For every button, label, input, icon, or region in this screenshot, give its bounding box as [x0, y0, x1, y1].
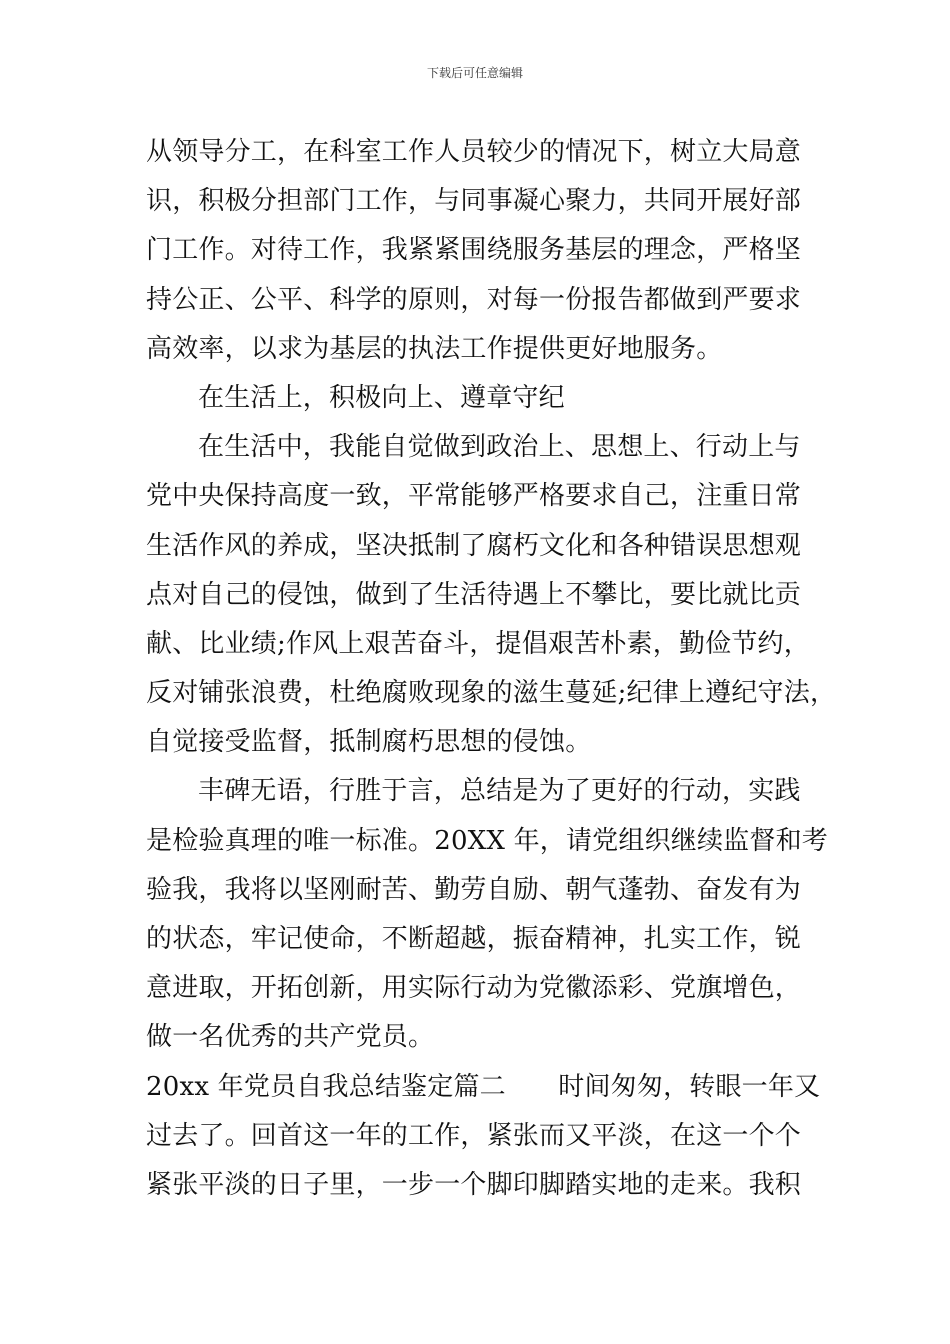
text-line: 意进取，开拓创新，用实际行动为党徽添彩、党旗增色， — [146, 973, 802, 1004]
text-line: 党中央保持高度一致，平常能够严格要求自己，注重日常 — [146, 481, 802, 512]
text-line: 在生活中，我能自觉做到政治上、思想上、行动上与 — [198, 432, 801, 463]
article-title-line: 20xx 年党员自我总结鉴定篇二 时间匆匆，转眼一年又 — [146, 1071, 821, 1102]
text-line: 验我，我将以坚刚耐苦、勤劳自励、朝气蓬勃、奋发有为 — [146, 874, 802, 905]
text-line: 紧张平淡的日子里，一步一个脚印脚踏实地的走来。我积 — [146, 1169, 802, 1200]
text-line: 持公正、公平、科学的原则，对每一份报告都做到严要求 — [146, 284, 802, 315]
text-line: 从领导分工，在科室工作人员较少的情况下，树立大局意 — [146, 137, 802, 167]
section-heading: 在生活上，积极向上、遵章守纪 — [198, 382, 565, 413]
text-line: 献、比业绩;作风上艰苦奋斗，提倡艰苦朴素，勤俭节约， — [146, 628, 810, 659]
text-line: 生活作风的养成，坚决抵制了腐朽文化和各种错误思想观 — [146, 530, 802, 561]
text-line: 点对自己的侵蚀，做到了生活待遇上不攀比，要比就比贡 — [146, 579, 802, 610]
text-line: 做一名优秀的共产党员。 — [146, 1022, 435, 1053]
header-note: 下载后可任意编辑 — [426, 66, 523, 80]
body-text — [146, 128, 837, 1210]
text-line: 反对铺张浪费，杜绝腐败现象的滋生蔓延;纪律上遵纪守法， — [146, 678, 837, 709]
text-line: 的状态，牢记使命，不断超越，振奋精神，扎实工作，锐 — [146, 924, 802, 954]
text-line: 门工作。对待工作，我紧紧围绕服务基层的理念，严格坚 — [146, 235, 802, 266]
text-line: 自觉接受监督，抵制腐朽思想的侵蚀。 — [146, 727, 592, 758]
text-line: 是检验真理的唯一标准。20XX 年，请党组织继续监督和考 — [146, 825, 828, 856]
text-line: 过去了。回首这一年的工作，紧张而又平淡，在这一个个 — [146, 1120, 802, 1151]
text-line: 识，积极分担部门工作，与同事凝心聚力，共同开展好部 — [146, 186, 802, 217]
text-line: 丰碑无语，行胜于言，总结是为了更好的行动，实践 — [198, 776, 801, 807]
text-line: 高效率，以求为基层的执法工作提供更好地服务。 — [146, 333, 723, 364]
